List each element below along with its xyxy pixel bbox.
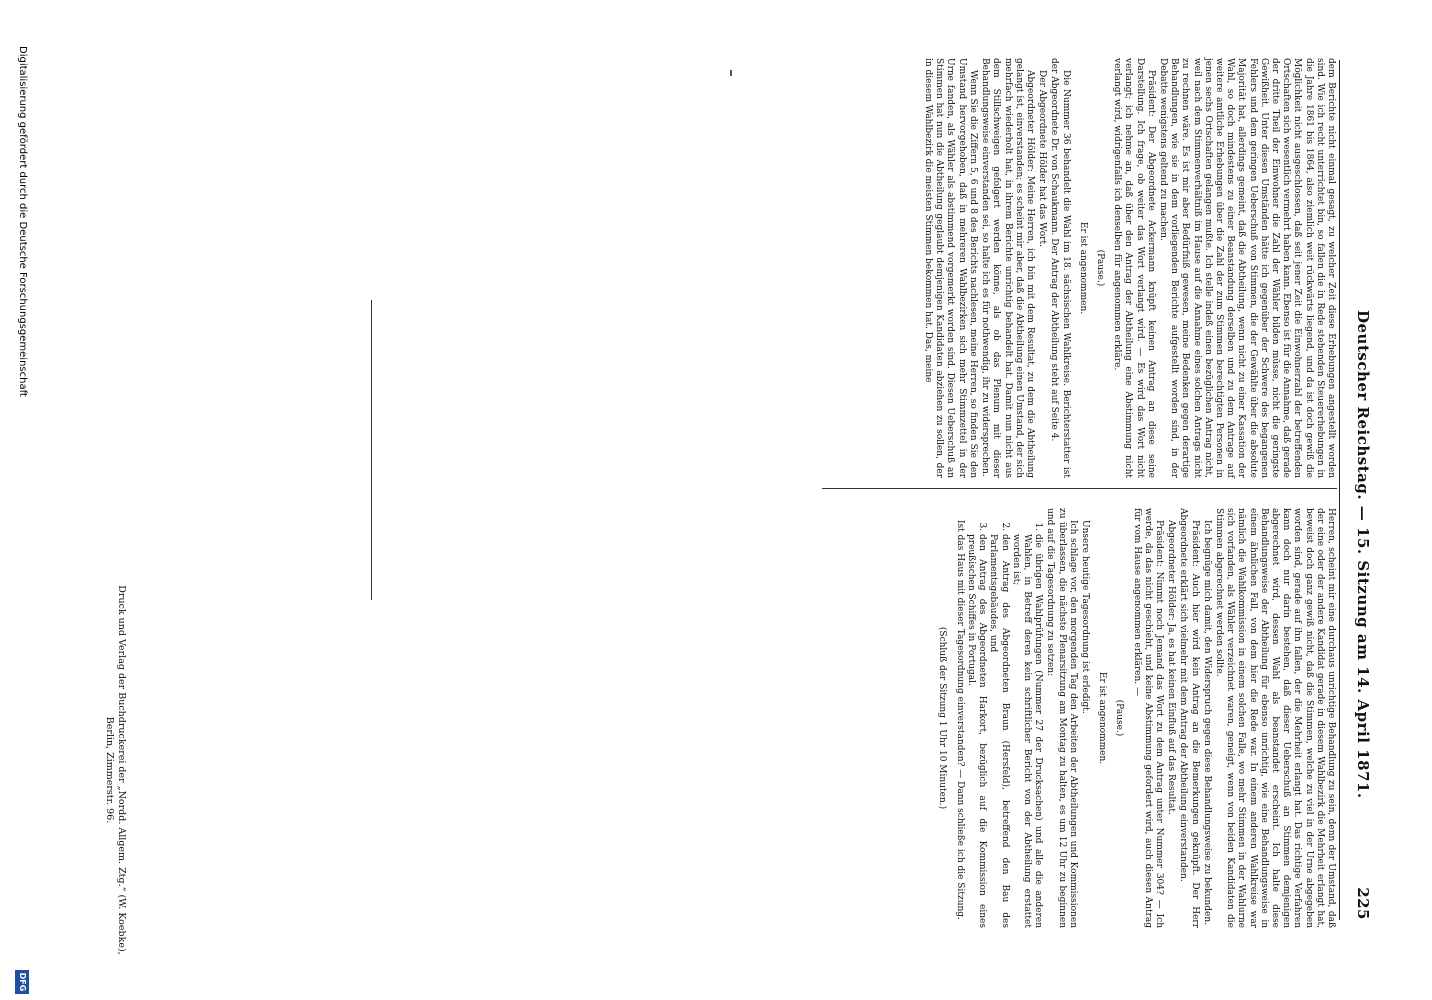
pause-note: (Pause.) (1114, 699, 1125, 737)
accepted-note: Er ist angenommen. (1077, 221, 1088, 315)
header-rule (1339, 60, 1340, 920)
agenda-item: 2. den Antrag des Abgeordneten Braun (Hersfeld), betreffend den Bau des Parlamentsgebäudes, und (987, 534, 1009, 928)
pause-note: (Pause.) (1094, 249, 1105, 287)
paragraph: Abgeordneter Hölder: Meine Herren, ich bin mit dem Resultat, zu dem die Abtheilung gelangt ist, einverstanden; es scheint mir aber, daß die Abtheilung einen Umstand, der sich mehrfach wiederholt hat, in ihrem Berichte unrichtig behandelt hat. Damit nun nicht aus dem Stillschweigen gefolgert werden könne, als ob das Plenum mit dieser Behandlungsweise einverstanden sei, so halte ich es für nothwendig, ihr zu widersprechen. (980, 58, 1035, 478)
page-title: Deutscher Reichstag. — 15. Sitzung am 14. April 1871. (1354, 310, 1372, 799)
imprint-line: Druck und Verlag der Buchdruckerei der „Nordd. Allgem. Ztg.“ (W. Koebke), (116, 585, 127, 955)
session-end-note: (Schluß der Sitzung 1 Uhr 10 Minuten.) (937, 626, 948, 810)
left-column (921, 58, 1336, 478)
paragraph: Präsident: Der Abgeordnete Ackermann knüpft keinen Antrag an diese seine Darstellung. Ich frage, ob weiter das Wort verlangt wird. — Es wird das Wort nicht verlangt; ich nehme an, daß über den Antrag der Abtheilung eine Abstimmung nicht verlangt wird, widrigenfalls ich denselben für angenommen erkläre. (1112, 58, 1156, 478)
digitization-credit: Digitalisierung gefördert durch die Deutsche Forschungsgemeinschaft (17, 46, 28, 397)
short-rule (371, 300, 372, 600)
paragraph: Ich begnüge mich damit, den Widerspruch gegen diese Behandlungsweise zu bekunden. (1201, 520, 1212, 926)
paragraph: Wenn Sie die Ziffern 5, 6 und 8 des Berichts nachlesen, meine Herren, so finden Sie den Umstand hervorgehoben, daß in mehreren Wahlbezirken sich mehr Stimmzettel in der Urne fanden, als Wähler als abstimmend vorgemerkt worden sind. Diesen Ueberschuß an Stimmen hat nun die Abtheilung geglaubt demjenigen Kandidaten abziehen zu sollen, der in diesem Wahlbezirk die meisten Stimmen bekommen hat. Das, meine (923, 58, 978, 478)
agenda-item: 3. den Antrag des Abgeordneten Harkort, bezüglich auf die Kommission eines preußischen Schiffes in Portugal. (965, 534, 987, 928)
printer-imprint (103, 560, 127, 980)
paragraph: Die Nummer 36 behandelt die Wahl im 18. sächsischen Wahlkreise. Berichterstatter ist der Abgeordnete Dr. von Schaukmann. Der Antrag der Abtheilung steht auf Seite 4. (1049, 58, 1071, 478)
paragraph: Ist das Haus mit dieser Tagesordnung einverstanden? — Dann schließe ich die Sitzung. (954, 520, 965, 920)
dfg-logo: DFG (15, 970, 29, 994)
paragraph: Präsident: Nimmt noch Jemand das Wort zu dem Antrag unter Nummer 304? — Ich werde, da das nicht geschieht, und keine Abstimmung gefordert wird, auch diesen Antrag für vom Hause angenommen erklären. — (1131, 508, 1164, 928)
paragraph: Abgeordneter Hölder: Ja, es hat keinen Einfluß auf das Resultat. (1166, 520, 1177, 815)
paragraph: Der Abgeordnete Hölder hat das Wort. (1037, 70, 1048, 247)
agenda-list (965, 508, 1043, 928)
right-column (930, 508, 1336, 928)
paragraph: Präsident: Auch hier wird kein Antrag an die Bemerkungen geknüpft. Der Herr Abgeordnete erklärt sich vielmehr mit dem Antrag der Abtheilung einverstanden. (1178, 508, 1200, 928)
imprint-line: Berlin, Zimmerstr. 96. (104, 716, 115, 824)
column-divider (822, 488, 1337, 489)
paragraph: Unsere heutige Tagesordnung ist erledigt. (1079, 520, 1090, 714)
agenda-item: 1. die übrigen Wahlprüfungen (Nummer 27 der Drucksachen) und alle die anderen Wahlen, in Betreff deren kein schriftlicher Bericht von der Abtheilung erstattet worden ist; (1010, 534, 1044, 928)
paragraph: Herren, scheint mir eine durchaus unrichtige Behandlung zu sein, denn der Umstand, daß der eine oder der andere Kandidat gerade in diesem Wahlbezirk die Mehrheit erlangt hat, beweist doch ganz gewiß nicht, daß die Stimmen, welche zu viel in der Urne abgegeben worden sind, gerade auf ihn fallen, der die Mehrheit erlangt hat. Das richtige Verfahren kann doch nur darin bestehen, daß dieser Ueberschuß an Stimmen demjenigen abgerechnet wird, dessen Wahl als beanstandet erscheint. Ich halte diese Behandlungsweise der Abtheilung für ebenso unrichtig, wie eine Behandlungsweise in einem ähnlichen Fall, von dem hier die Rede war. In einem anderen Wahlkreise war nämlich die Wahlkommission in einem solchen Falle, wo mehr Stimmen in der Wahlurne sich vorfanden, als Wähler verzeichnet waren, geneigt, wenn von beiden Kandidaten die Stimmen abgerechnet werden sollte. (1213, 508, 1336, 928)
paragraph: Ich schlage vor, den morgenden Tag den Arbeiten der Abtheilungen und Kommissionen zu überlassen, die nächste Plenarsitzung am Montag zu halten, es um 12 Uhr zu beginnen und auf die Tagesordnung zu setzen: (1045, 508, 1078, 928)
page-header (1342, 60, 1382, 920)
page-number: 225 (1354, 887, 1372, 920)
paragraph: dem Berichte nicht einmal gesagt, zu welcher Zeit diese Erhebungen angestellt worden sind. Wie ich recht unterrichtet bin, so fallen die in Rede stehenden Steuererhebungen in die Jahre 1861 bis 1864, also ziemlich weit rückwärts liegend, und da ist doch gewiß die Möglichkeit nicht ausgeschlossen, daß seit jener Zeit die Einwohnerzahl der betreffenden Ortschaften sich wesentlich vermehrt haben kann. Ebenso ist für die Annahme, daß gerade der dritte Theil der Einwohner die Zahl der Wähler bilden müsse, nicht die geringste Gewißheit. Unter diesen Umständen hätte ich gegenüber der Schwere des begangenen Fehlers und dem geringen Ueberschuß von Stimmen, die der Gewählte über die absolute Majorität hat, allerdings gemeint, daß die Abtheilung, wenn nicht zu einer Kassation der Wahl, so doch mindestens zu einer Beanstandung derselben und zu dem Antrage auf weitere amtliche Erhebungen über die Zahl der zum Stimmen berechtigten Personen in jenen sechs Ortschaften gelangen mußte. Ich stelle indeß einen bezüglichen Antrag nicht, weil nach dem Stimmenverhältniß im Hause auf die Annahme eines solchen Antrags nicht zu rechnen wäre. Es ist mir aber Bedürfniß gewesen, meine Bedenken gegen derartige Behandlungen, wie sie in dem vorliegenden Berichte aufgestellt worden sind, in der Debatte wenigstens geltend zu machen. (1157, 58, 1336, 478)
accepted-note: Er ist angenommen. (1097, 671, 1108, 765)
scan-mark (730, 70, 732, 76)
